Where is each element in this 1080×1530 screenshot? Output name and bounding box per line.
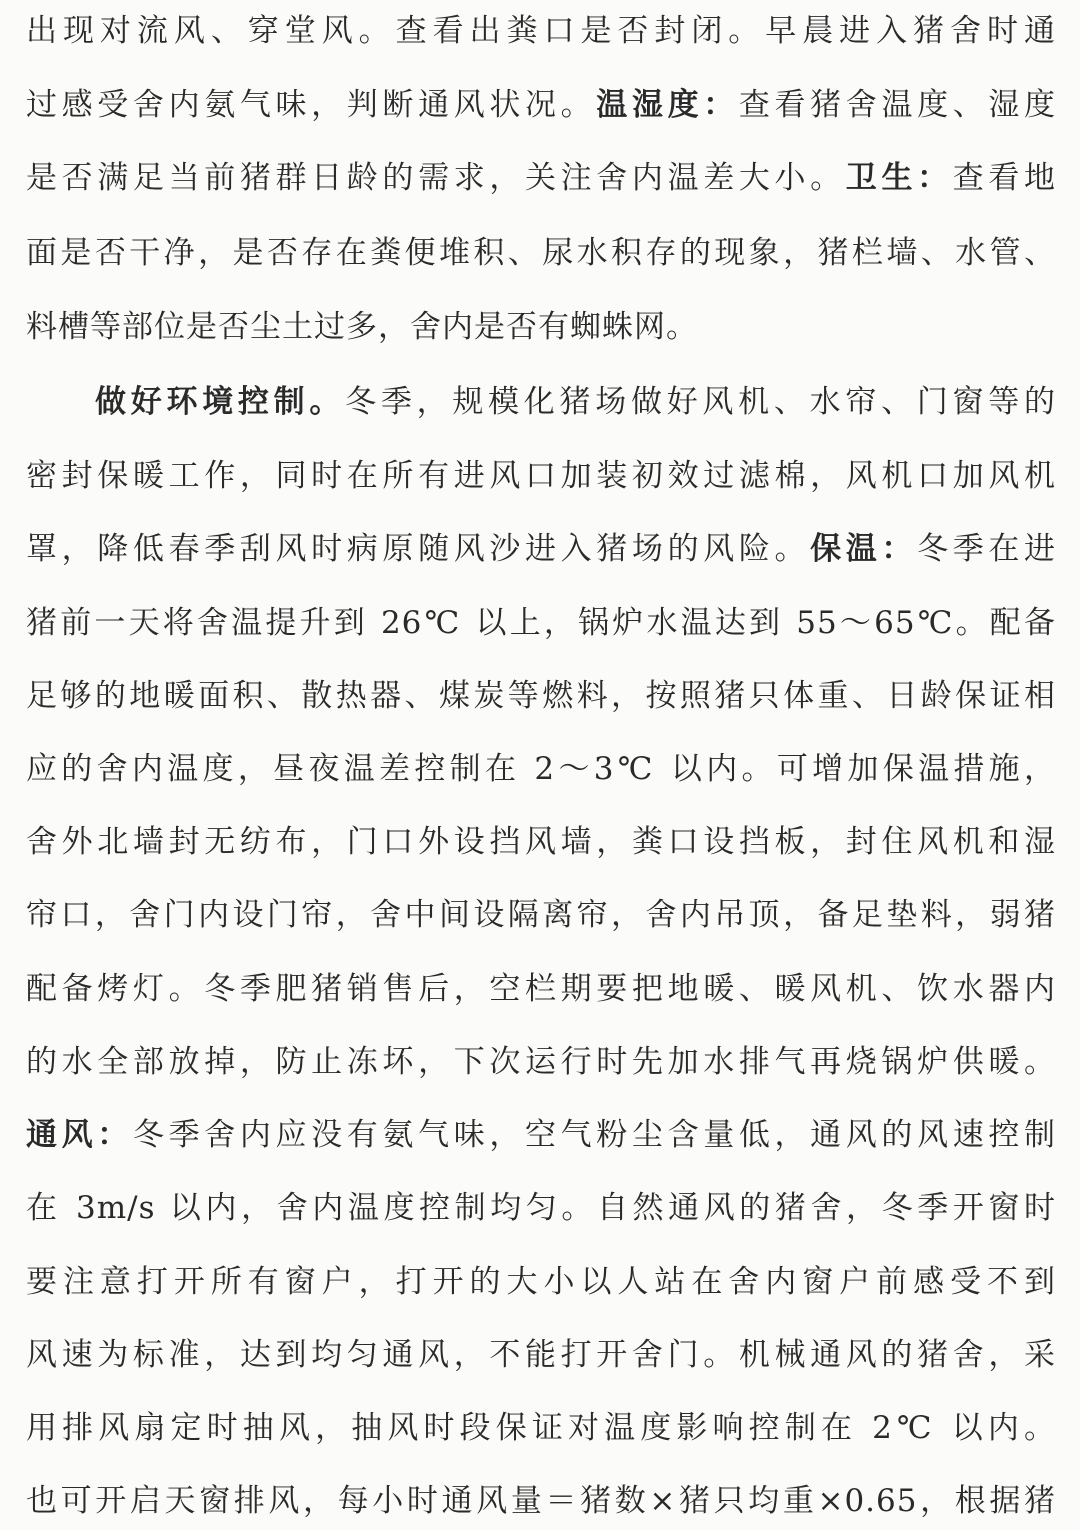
text-run: 要注意打开所有窗户，打开的大小以人站在舍内窗户前感受不到 — [26, 1264, 1056, 1300]
text-line — [26, 671, 1056, 721]
text-run: 是否满足当前猪群日龄的需求，关注舍内温差大小。 — [26, 160, 846, 196]
text-line — [26, 451, 1056, 501]
text-run: 冬季在进 — [917, 531, 1057, 567]
text-line — [26, 302, 1056, 352]
text-line — [26, 1183, 1056, 1233]
text-run: 风速为标准，达到均匀通风，不能打开舍门。机械通风的猪舍，采 — [26, 1337, 1056, 1373]
inline-heading: 保温： — [810, 531, 918, 567]
text-line — [26, 524, 1056, 574]
text-line — [26, 1330, 1056, 1380]
inline-heading: 温湿度： — [596, 87, 739, 123]
text-run: 也可开启天窗排风，每小时通风量＝猪数×猪只均重×0.65，根据猪 — [26, 1483, 1056, 1519]
text-run: 查看猪舍温度、湿度 — [738, 87, 1057, 123]
inline-heading: 卫生： — [845, 160, 953, 196]
text-run: 猪前一天将舍温提升到 26℃ 以上，锅炉水温达到 55～65℃。配备 — [26, 605, 1056, 641]
text-run: 舍外北墙封无纺布，门口外设挡风墙，粪口设挡板，封住风机和湿 — [26, 824, 1056, 860]
text-run: 在 3m/s 以内，舍内温度控制均匀。自然通风的猪舍，冬季开窗时 — [26, 1190, 1056, 1226]
text-line — [26, 744, 1056, 794]
text-run: 查看地 — [952, 160, 1057, 196]
text-run: 面是否干净，是否存在粪便堆积、尿水积存的现象，猪栏墙、水管、 — [26, 235, 1056, 271]
text-line — [26, 890, 1056, 940]
text-line — [26, 964, 1056, 1014]
text-run: 罩，降低春季刮风时病原随风沙进入猪场的风险。 — [26, 531, 811, 567]
text-line — [26, 1476, 1056, 1526]
text-run: 过感受舍内氨气味，判断通风状况。 — [26, 87, 597, 123]
text-line — [26, 6, 1056, 56]
text-line — [26, 1257, 1056, 1307]
text-run: 帘口，舍门内设门帘，舍中间设隔离帘，舍内吊顶，备足垫料，弱猪 — [26, 897, 1056, 933]
text-run: 用排风扇定时抽风，抽风时段保证对温度影响控制在 2℃ 以内。 — [26, 1410, 1056, 1446]
text-line — [26, 598, 1056, 648]
text-run: 冬季舍内应没有氨气味，空气粉尘含量低，通风的风速控制 — [132, 1117, 1057, 1153]
text-line — [26, 1110, 1056, 1160]
text-run: 料槽等部位是否尘土过多，舍内是否有蜘蛛网。 — [26, 309, 698, 345]
text-run: 密封保暖工作，同时在所有进风口加装初效过滤棉，风机口加风机 — [26, 458, 1056, 494]
inline-heading: 通风： — [26, 1117, 133, 1153]
text-run: 配备烤灯。冬季肥猪销售后，空栏期要把地暖、暖风机、饮水器内 — [26, 971, 1056, 1007]
inline-heading: 做好环境控制。 — [95, 384, 346, 420]
text-line — [26, 817, 1056, 867]
text-run: 出现对流风、穿堂风。查看出粪口是否封闭。早晨进入猪舍时通 — [26, 13, 1056, 49]
text-run: 冬季，规模化猪场做好风机、水帘、门窗等的 — [345, 384, 1057, 420]
text-line — [26, 153, 1056, 203]
text-line — [26, 80, 1056, 130]
text-line — [26, 1037, 1056, 1087]
text-run: 应的舍内温度，昼夜温差控制在 2～3℃ 以内。可增加保温措施， — [26, 751, 1056, 787]
text-line — [26, 228, 1056, 278]
text-line — [95, 377, 1056, 427]
text-line — [26, 1403, 1056, 1453]
text-run: 足够的地暖面积、散热器、煤炭等燃料，按照猪只体重、日龄保证相 — [26, 678, 1056, 714]
text-run: 的水全部放掉，防止冻坏，下次运行时先加水排气再烧锅炉供暖。 — [26, 1044, 1056, 1080]
